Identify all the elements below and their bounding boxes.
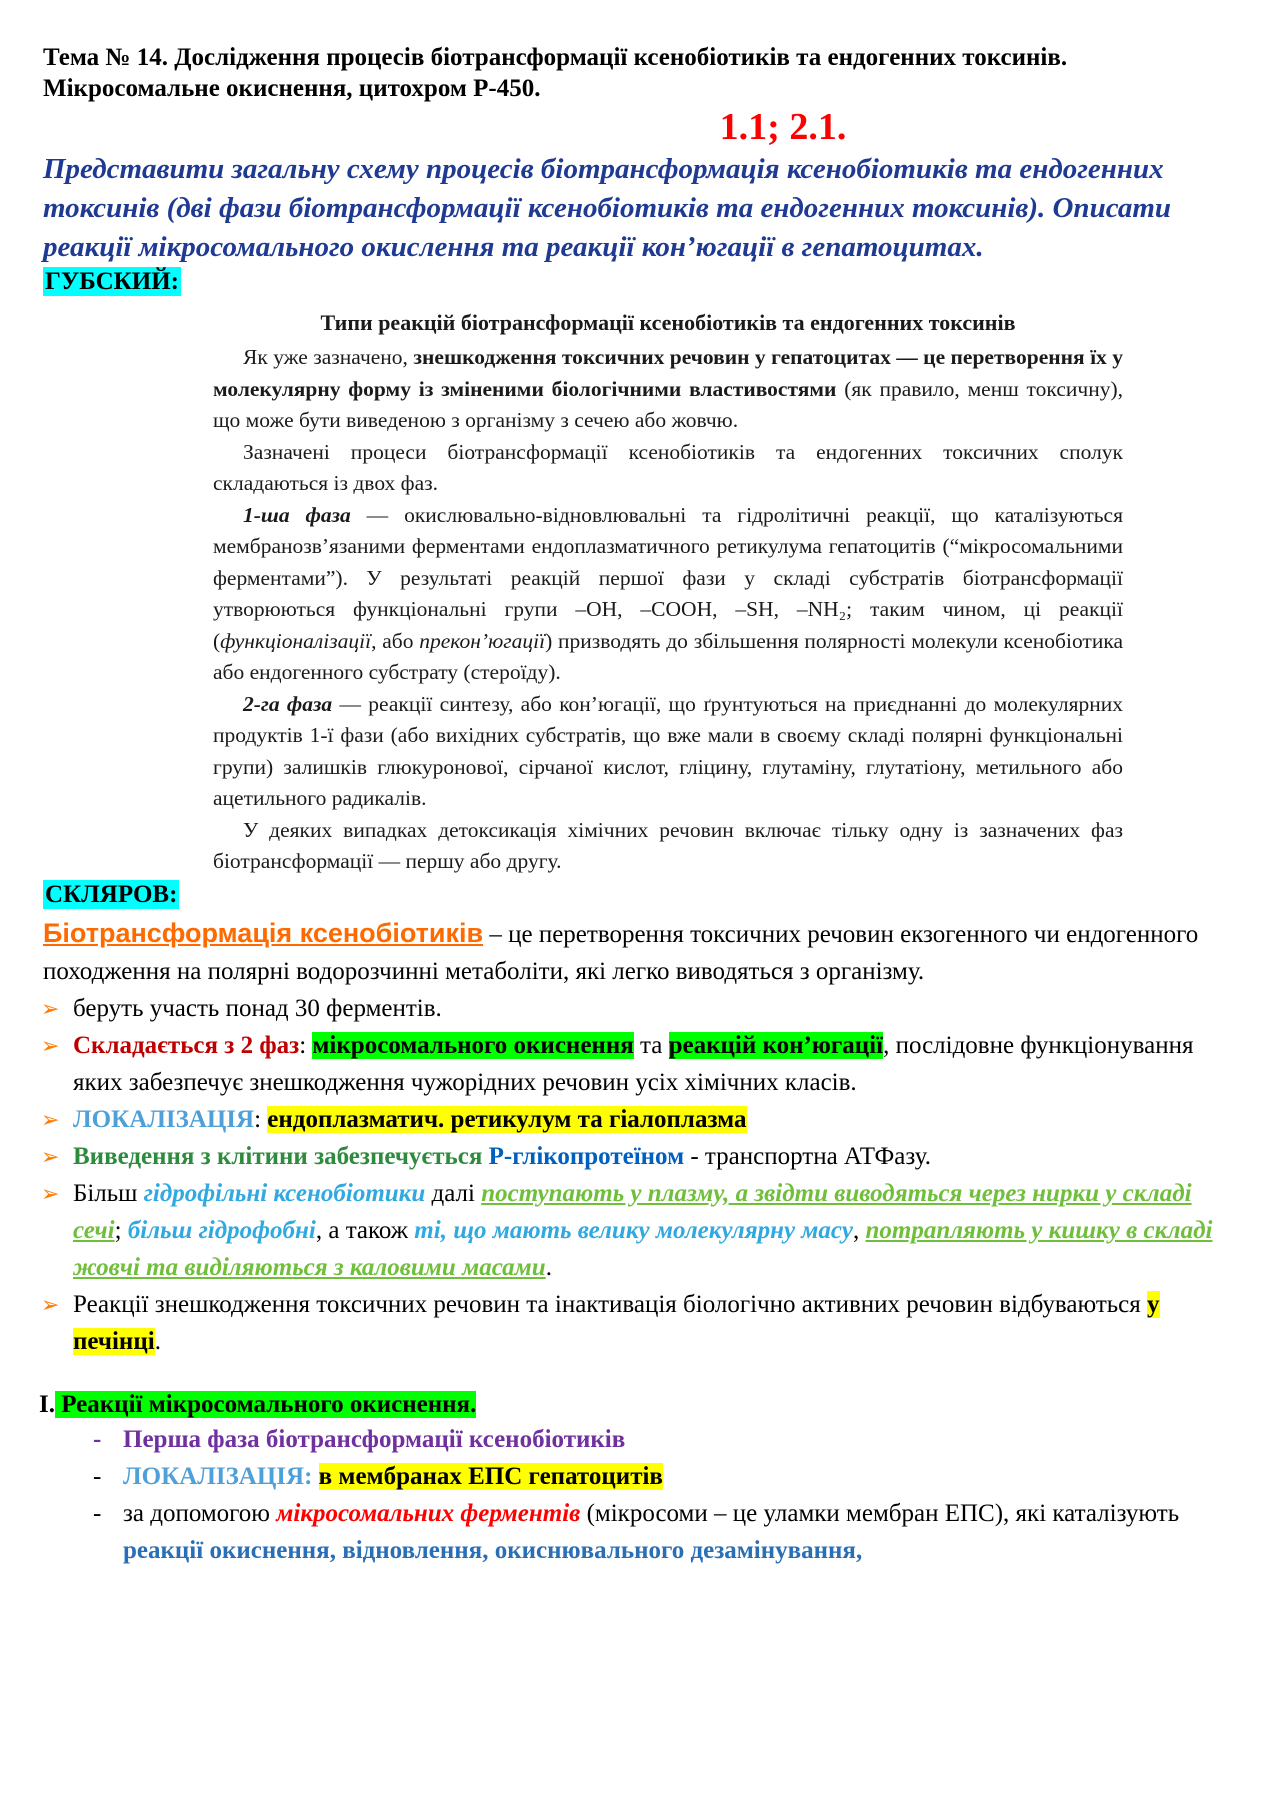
list-item: ➢ Складається з 2 фаз: мікросомального окиснення та реакцій кон’югації, послідовне функціонування яких забезпечує знешкодження чужорідних речовин усіх хімічних класів. — [43, 1027, 1243, 1101]
excerpt-paragraph-3: 1-ша фаза — окислювально-відновлювальні та гідролітичні реакції, що каталізуються мембранозв’язаними ферментами ендоплазматичного ретикулума гепатоцитів (“мікросомальними ферментами”). У результаті реакцій першої фази у складі субстратів біотрансформації утворюються функціональні групи –ОН, –СООН, –SH, –NH₂; таким чином, ці реакції (функціоналізації, або прекон’югації) призводять до збільшення полярності молекули ксенобіотика або ендогенного субстрату (стероїду). — [213, 502, 1124, 684]
arrow-bullet-icon: ➢ — [41, 995, 60, 1021]
scanned-textbook-excerpt — [213, 306, 1123, 878]
author-label-sklyarov: СКЛЯРОВ: — [45, 880, 178, 908]
list-item: ➢ ЛОКАЛІЗАЦІЯ: ендоплазматич. ретикулум та гіалоплазма — [43, 1101, 1243, 1138]
list-item: - ЛОКАЛІЗАЦІЯ: в мембранах ЕПС гепатоцитів — [93, 1458, 1243, 1495]
excerpt-paragraph-5: У деяких випадках детоксикація хімічних речовин включає тільку одну із зазначених фаз біотрансформації — першу або другу. — [213, 817, 1123, 873]
arrow-bullet-icon: ➢ — [41, 1032, 60, 1058]
list-item: ➢ беруть участь понад 30 ферментів. — [43, 990, 1243, 1027]
dash-list — [43, 1421, 1243, 1569]
task-description: Представити загальну схему процесів біотрансформація ксенобіотиків та ендогенних токсинів (дві фази біотрансформації ксенобіотиків та ендогенних токсинів). Описати реакції мікросомального окислення та реакції кон’югації в гепатоцитах. — [43, 153, 1171, 263]
dash-bullet-icon: - — [93, 1499, 102, 1527]
document-page — [39, 42, 1243, 1569]
topic-title: Тема № 14. Дослідження процесів біотрансформації ксенобіотиків та ендогенних токсинів. Мікросомальне окиснення, цитохром Р-450. — [43, 44, 1068, 102]
excerpt-title: Типи реакцій біотрансформації ксенобіотиків та ендогенних токсинів — [320, 310, 1016, 335]
definition-term: Біотрансформація ксенобіотиків — [43, 917, 484, 948]
arrow-bullet-icon: ➢ — [41, 1180, 60, 1206]
dash-bullet-icon: - — [93, 1425, 102, 1453]
excerpt-paragraph-2: Зазначені процеси біотрансформації ксенобіотиків та ендогенних токсичних сполук складаються із двох фаз. — [213, 439, 1123, 495]
section-heading: I. Реакції мікросомального окиснення. — [39, 1390, 477, 1418]
excerpt-paragraph-1: Як уже зазначено, знешкодження токсичних речовин у гепатоцитах — це перетворення їх у молекулярну форму із зміненими біологічними властивостями (як правило, менш токсичну), що може бути виведеною з організму з сечею або жовчю. — [213, 345, 1123, 432]
arrow-bullet-icon: ➢ — [41, 1143, 60, 1169]
author-label-gubsky: ГУБСКИЙ: — [45, 268, 180, 295]
list-item: ➢ Більш гідрофільні ксенобіотики далі поступають у плазму, а звідти виводяться через нирки у складі сечі; більш гідрофобні, а також ті, що мають велику молекулярну масу, потрапляють у кишку в складі жовчі та виділяються з каловими масами. — [43, 1175, 1243, 1286]
list-item: - за допомогою мікросомальних ферментів (мікросоми – це уламки мембран ЕПС), які каталізують реакції окиснення, відновлення, окиснювального дезамінування, — [93, 1495, 1243, 1569]
dash-bullet-icon: - — [93, 1462, 102, 1490]
excerpt-paragraph-4: 2-га фаза — реакції синтезу, або кон’югації, що ґрунтуються на приєднанні до молекулярних продуктів 1-ї фази (або вихідних субстратів, що вже мали в своєму складі полярні функціональні групи) залишків глюкуронової, сірчаної кислот, гліцину, глутаміну, глутатіону, метильного або ацетильного радикалів. — [213, 691, 1123, 810]
arrow-bullet-icon: ➢ — [41, 1291, 60, 1317]
task-number: 1.1; 2.1. — [719, 106, 847, 148]
definition: Біотрансформація ксенобіотиків – це перетворення токсичних речовин екзогенного чи ендогенного походження на полярні водорозчинні метаболіти, які легко виводяться з організму. — [43, 917, 1199, 985]
arrow-bullet-icon: ➢ — [41, 1106, 60, 1132]
bullet-list — [43, 990, 1243, 1360]
list-item: ➢ Реакції знешкодження токсичних речовин та інактивація біологічно активних речовин відбуваються у печінці. — [43, 1286, 1243, 1360]
list-item: ➢ Виведення з клітини забезпечується Р-глікопротеїном - транспортна АТФазу. — [43, 1138, 1243, 1175]
list-item: - Перша фаза біотрансформації ксенобіотиків — [93, 1421, 1243, 1458]
